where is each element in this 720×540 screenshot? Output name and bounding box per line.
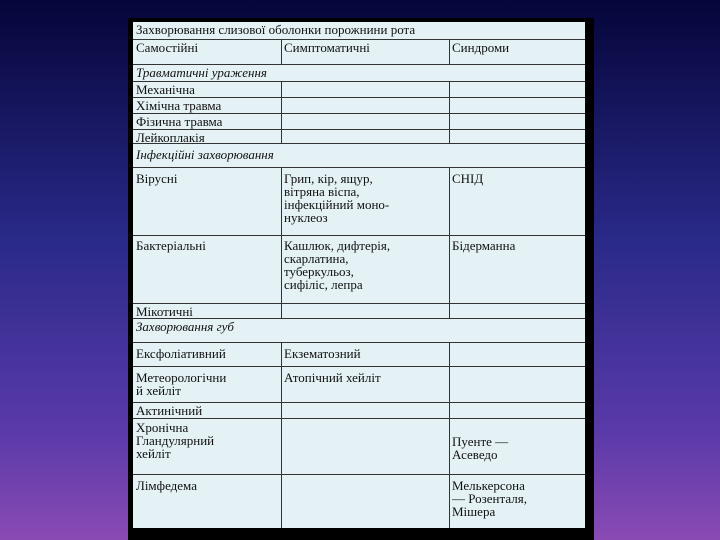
section-lips: Захворювання губ <box>136 319 234 334</box>
header-independent: Самостійні <box>136 40 199 55</box>
row-leukoplakia: Лейкоплакія <box>136 130 205 143</box>
row-mycotic: Мікотичні <box>136 304 193 318</box>
row-actinic: Актинічний <box>136 403 203 418</box>
disease-table <box>133 22 585 528</box>
row-glandular: Гландулярний хейліт <box>136 433 215 461</box>
row-bacterial-syndrome: Бідерманна <box>452 238 516 253</box>
row-lymphedema: Лімфедема <box>136 478 197 493</box>
table-row <box>133 97 585 113</box>
table-row <box>133 366 585 402</box>
table-title: Захворювання слизової оболонки порожнини рота <box>136 22 416 37</box>
header-syndromes: Синдроми <box>452 40 510 55</box>
table-row <box>133 303 585 318</box>
row-physical: Фізична травма <box>136 114 223 129</box>
table-row <box>133 342 585 366</box>
row-lymphedema-syndrome: Мелькерсона — Розенталя, Мішера <box>452 478 527 519</box>
table-row <box>133 129 585 143</box>
table-row <box>133 474 585 528</box>
row-chemical: Хімічна травма <box>136 98 222 113</box>
section-infectious: Інфекційні захворювання <box>136 147 274 162</box>
section-traumatic-row <box>133 64 585 81</box>
table-row <box>133 113 585 129</box>
table-row <box>133 235 585 303</box>
row-exfoliative: Ексфоліативний <box>136 346 226 361</box>
row-chronic <box>133 419 281 474</box>
row-bacterial: Бактеріальні <box>136 238 206 253</box>
section-traumatic: Травматичні ураження <box>136 65 267 80</box>
section-lips-row <box>133 318 585 342</box>
row-viral-syndrome: СНІД <box>452 171 484 186</box>
table-row <box>133 81 585 97</box>
row-exfoliative-symptomatic: Екзематозний <box>284 346 361 361</box>
table-row <box>133 402 585 418</box>
row-viral-symptomatic: Грип, кір, ящур, вітряна віспа, інфекційний моно- нуклеоз <box>284 171 390 225</box>
row-mechanical: Механічна <box>136 82 195 97</box>
row-viral: Вірусні <box>136 171 178 186</box>
table-row <box>133 167 585 235</box>
row-bacterial-symptomatic: Кашлюк, дифтерія, скарлатина, туберкульоз, сифіліс, лепра <box>284 238 391 292</box>
header-symptomatic: Симптоматичні <box>284 40 370 55</box>
row-meteorological: Метеорологічни й хейліт <box>136 370 227 398</box>
table-title-row <box>133 22 585 39</box>
section-infectious-row <box>133 143 585 167</box>
table-header-row <box>133 39 585 64</box>
row-chronic-label: Хронічна <box>136 420 189 435</box>
table-row <box>133 418 585 474</box>
row-meteorological-symptomatic: Атопічний хейліт <box>284 370 381 385</box>
row-glandular-syndrome: Пуенте — Асеведо <box>452 434 509 462</box>
